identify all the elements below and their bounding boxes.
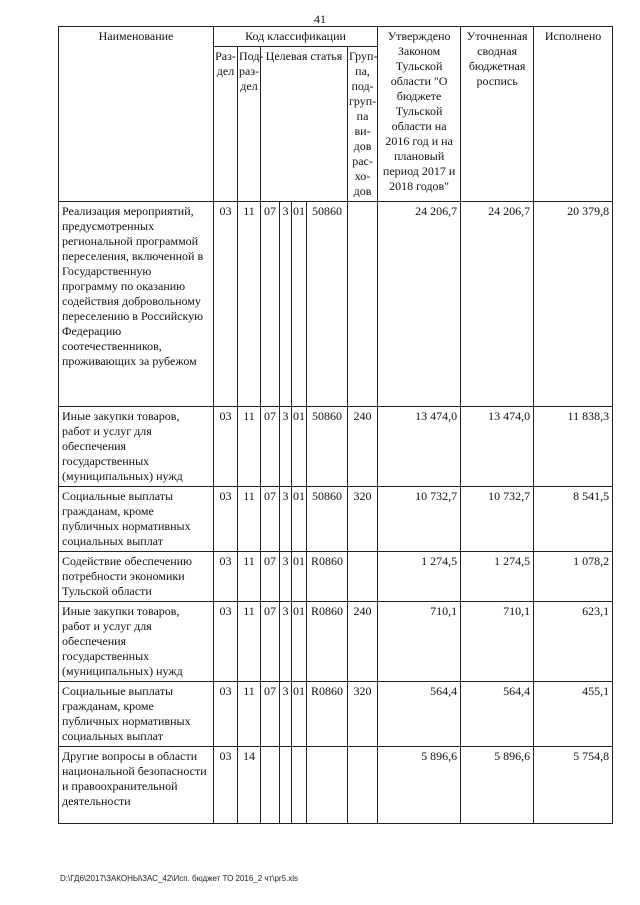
row-refined-amount: 10 732,7 — [461, 487, 534, 552]
row-target-article-code — [307, 747, 348, 824]
row-target-article-part: 3 — [280, 487, 292, 552]
row-target-article-part: 07 — [261, 487, 280, 552]
row-target-article-part: 3 — [280, 552, 292, 602]
row-target-article-code: R0860 — [307, 682, 348, 747]
row-approved-amount: 10 732,7 — [378, 487, 461, 552]
header-expense-group: Груп- па, под- груп- па ви- дов рас- хо- дов — [348, 47, 378, 202]
row-expense-group: 320 — [348, 682, 378, 747]
row-name: Реализация мероприятий, предусмотренных региональной программой переселения, включенной в Государственную программу по оказанию содействия добровольному переселению в Российскую Федерацию соотечественников, проживающих за рубежом — [59, 202, 214, 407]
row-target-article-part: 07 — [261, 552, 280, 602]
row-approved-amount: 5 896,6 — [378, 747, 461, 824]
row-section: 03 — [214, 602, 238, 682]
header-executed: Исполнено — [534, 27, 613, 202]
page-number: 41 — [314, 12, 326, 26]
row-target-article-part: 01 — [292, 202, 307, 407]
row-approved-amount: 564,4 — [378, 682, 461, 747]
row-executed-amount: 5 754,8 — [534, 747, 613, 824]
row-subsection: 11 — [238, 202, 261, 407]
row-target-article-part — [261, 747, 280, 824]
row-expense-group: 240 — [348, 407, 378, 487]
row-subsection: 11 — [238, 407, 261, 487]
row-target-article-code: 50860 — [307, 202, 348, 407]
header-name: Наименование — [59, 27, 214, 202]
row-target-article-code: R0860 — [307, 602, 348, 682]
row-expense-group: 320 — [348, 487, 378, 552]
row-approved-amount: 1 274,5 — [378, 552, 461, 602]
row-expense-group — [348, 747, 378, 824]
row-subsection: 11 — [238, 682, 261, 747]
row-target-article-part: 07 — [261, 602, 280, 682]
row-name: Другие вопросы в области национальной безопасности и правоохранительной деятельности — [59, 747, 214, 824]
row-subsection: 14 — [238, 747, 261, 824]
row-executed-amount: 20 379,8 — [534, 202, 613, 407]
row-expense-group: 240 — [348, 602, 378, 682]
row-target-article-part — [280, 747, 292, 824]
row-executed-amount: 623,1 — [534, 602, 613, 682]
row-target-article-part: 07 — [261, 202, 280, 407]
table-row — [59, 552, 613, 602]
row-executed-amount: 1 078,2 — [534, 552, 613, 602]
budget-table — [58, 26, 613, 824]
table-row — [59, 747, 613, 824]
row-approved-amount: 24 206,7 — [378, 202, 461, 407]
row-target-article-part: 01 — [292, 407, 307, 487]
row-refined-amount: 564,4 — [461, 682, 534, 747]
row-approved-amount: 710,1 — [378, 602, 461, 682]
row-refined-amount: 5 896,6 — [461, 747, 534, 824]
row-target-article-part: 07 — [261, 682, 280, 747]
row-section: 03 — [214, 682, 238, 747]
row-target-article-part: 07 — [261, 407, 280, 487]
row-target-article-part: 3 — [280, 202, 292, 407]
row-expense-group — [348, 552, 378, 602]
row-refined-amount: 13 474,0 — [461, 407, 534, 487]
row-target-article-part: 3 — [280, 682, 292, 747]
row-name: Иные закупки товаров, работ и услуг для обеспечения государственных (муниципальных) нужд — [59, 407, 214, 487]
row-target-article-code: R0860 — [307, 552, 348, 602]
row-name: Социальные выплаты гражданам, кроме публичных нормативных социальных выплат — [59, 487, 214, 552]
header-refined: Уточненная сводная бюджетная роспись — [461, 27, 534, 202]
row-executed-amount: 455,1 — [534, 682, 613, 747]
row-subsection: 11 — [238, 602, 261, 682]
row-section: 03 — [214, 747, 238, 824]
row-section: 03 — [214, 552, 238, 602]
row-refined-amount: 710,1 — [461, 602, 534, 682]
header-approved: Утверждено Законом Тульской области "О бюджете Тульской области на 2016 год и на плановый период 2017 и 2018 годов" — [378, 27, 461, 202]
row-executed-amount: 11 838,3 — [534, 407, 613, 487]
row-target-article-part: 01 — [292, 487, 307, 552]
row-name: Содействие обеспечению потребности экономики Тульской области — [59, 552, 214, 602]
row-executed-amount: 8 541,5 — [534, 487, 613, 552]
row-target-article-code: 50860 — [307, 407, 348, 487]
file-path-footer: D:\ГД6\2017\ЗАКОНЫ\ЗАС_42\Исп. бюджет ТО 2016_2 чт\pr5.xls — [60, 874, 299, 883]
row-target-article-part: 3 — [280, 407, 292, 487]
row-refined-amount: 24 206,7 — [461, 202, 534, 407]
row-target-article-code: 50860 — [307, 487, 348, 552]
row-refined-amount: 1 274,5 — [461, 552, 534, 602]
row-section: 03 — [214, 407, 238, 487]
header-target-article: Целевая статья — [261, 47, 348, 202]
table-row — [59, 407, 613, 487]
row-section: 03 — [214, 202, 238, 407]
row-expense-group — [348, 202, 378, 407]
row-target-article-part: 01 — [292, 552, 307, 602]
header-section: Раз- дел — [214, 47, 238, 202]
row-approved-amount: 13 474,0 — [378, 407, 461, 487]
table-row — [59, 202, 613, 407]
row-name: Социальные выплаты гражданам, кроме публичных нормативных социальных выплат — [59, 682, 214, 747]
row-subsection: 11 — [238, 487, 261, 552]
table-row — [59, 682, 613, 747]
row-target-article-part: 01 — [292, 682, 307, 747]
row-target-article-part: 3 — [280, 602, 292, 682]
row-subsection: 11 — [238, 552, 261, 602]
row-name: Иные закупки товаров, работ и услуг для обеспечения государственных (муниципальных) нужд — [59, 602, 214, 682]
header-classification-code: Код классификации — [214, 27, 378, 47]
table-row — [59, 602, 613, 682]
header-subsection: Под- раз- дел — [238, 47, 261, 202]
row-section: 03 — [214, 487, 238, 552]
table-row — [59, 487, 613, 552]
row-target-article-part — [292, 747, 307, 824]
row-target-article-part: 01 — [292, 602, 307, 682]
